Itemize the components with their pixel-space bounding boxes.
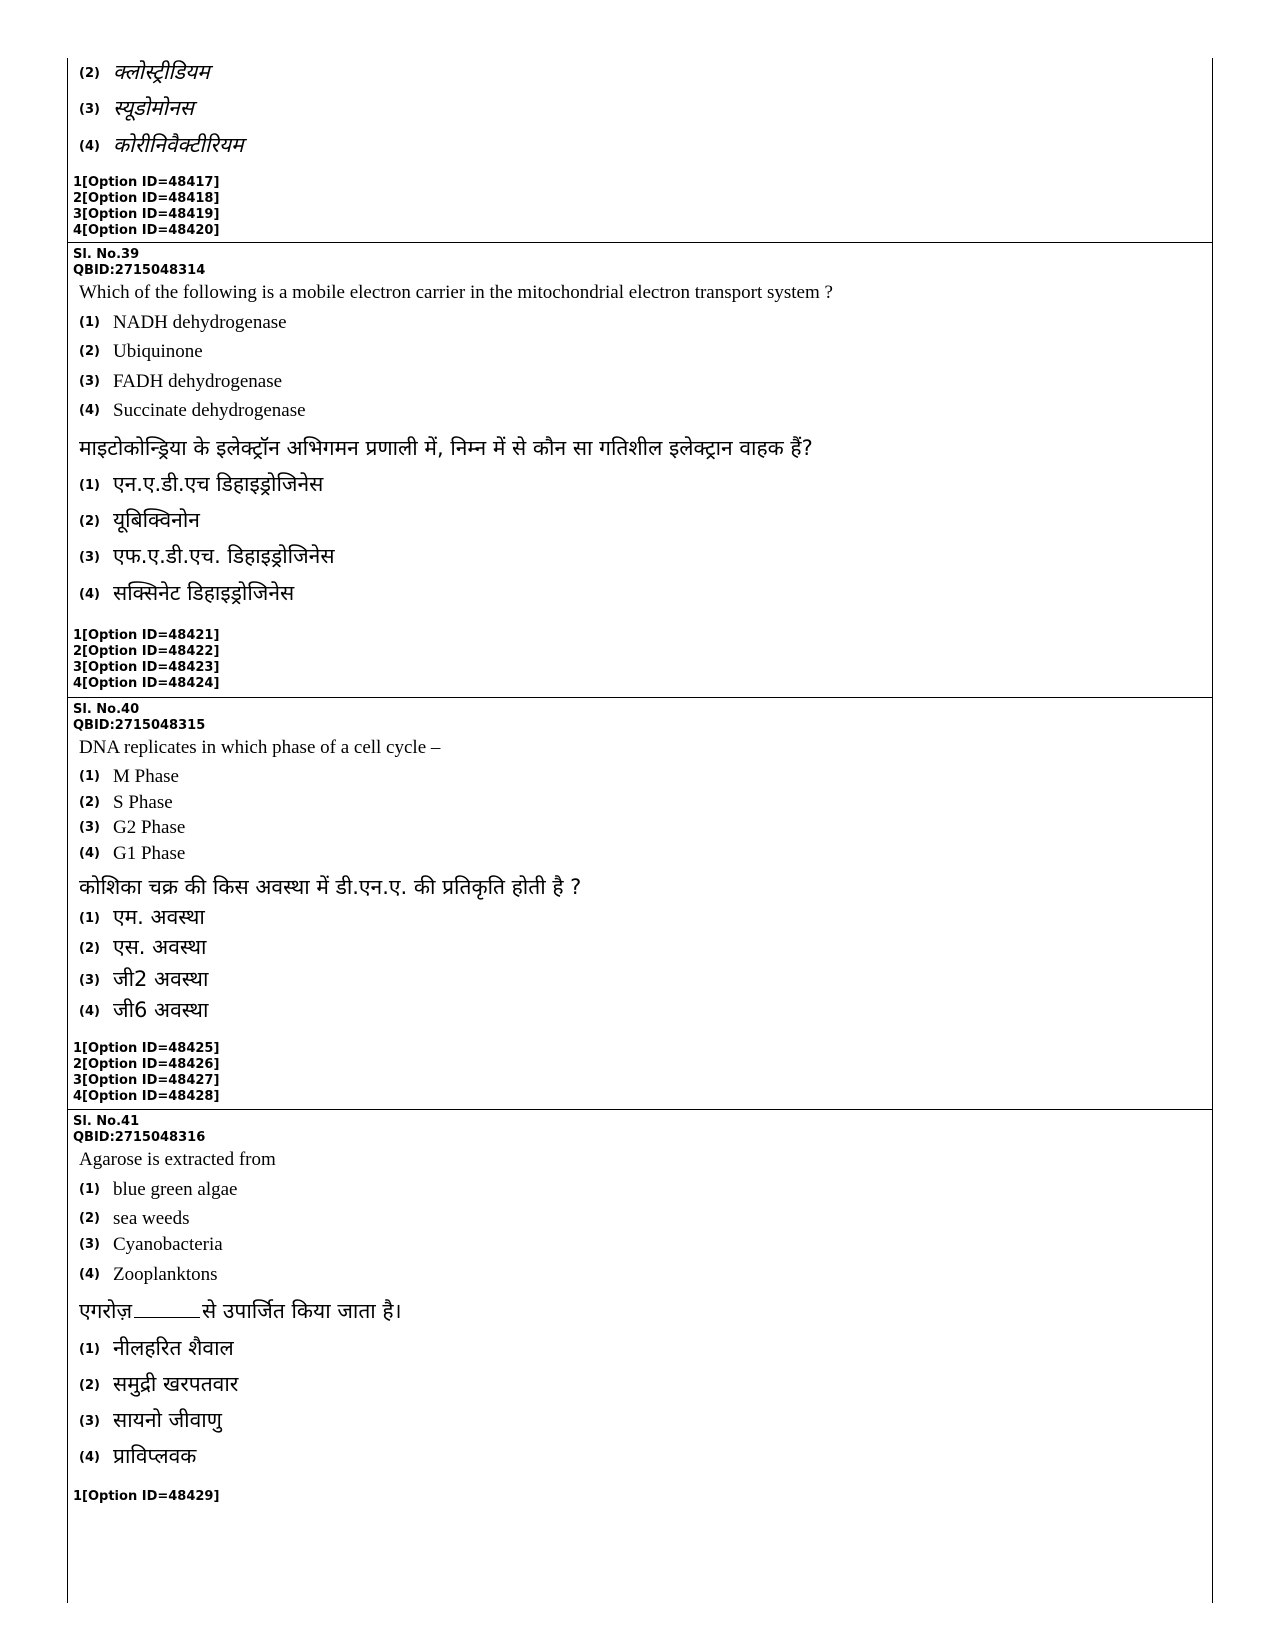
option-en (79, 400, 306, 422)
option-number: (4) (79, 1267, 100, 1282)
question-text-en: Which of the following is a mobile electron carrier in the mitochondrial electron transport system ? (79, 282, 833, 303)
option-hi (79, 94, 194, 122)
option-hi (79, 579, 294, 607)
option-hi (79, 542, 335, 570)
option-en (79, 766, 179, 788)
option-en (79, 792, 173, 814)
option-hi (79, 470, 323, 498)
option-number: (4) (79, 1450, 100, 1465)
option-number: (1) (79, 769, 100, 784)
option-number: (4) (79, 1004, 100, 1019)
option-text: G1 Phase (113, 843, 186, 864)
option-text: S Phase (113, 792, 173, 813)
option-text: Cyanobacteria (113, 1234, 223, 1255)
option-text: स्यूडोमोनस (113, 96, 194, 120)
option-number: (3) (79, 1237, 100, 1252)
option-text: एस. अवस्था (113, 935, 207, 959)
option-number: (3) (79, 1414, 100, 1429)
option-number: (1) (79, 478, 100, 493)
option-id-list (73, 1489, 219, 1505)
option-text: Succinate dehydrogenase (113, 400, 306, 421)
option-id: 4[Option ID=48424] (73, 676, 220, 691)
option-text: एन.ए.डी.एच डिहाइड्रोजिनेस (113, 472, 324, 496)
option-text: Zooplanktons (113, 1264, 218, 1285)
option-text: blue green algae (113, 1179, 238, 1200)
option-id: 4[Option ID=48428] (73, 1089, 220, 1104)
option-text: सक्सिनेट डिहाइड्रोजिनेस (113, 581, 295, 605)
question-paper-frame (67, 58, 1213, 1603)
option-hi (79, 965, 208, 993)
option-text: प्राविप्लवक (113, 1444, 197, 1468)
option-id: 3[Option ID=48419] (73, 207, 220, 222)
option-text: जी6 अवस्था (113, 998, 209, 1022)
option-en (79, 1208, 190, 1230)
option-number: (2) (79, 1378, 100, 1393)
option-id: 2[Option ID=48418] (73, 191, 220, 206)
option-id-list (73, 1041, 219, 1105)
option-number: (2) (79, 1211, 100, 1226)
option-text: यूबिक्विनोन (113, 508, 200, 532)
question-bank-id: QBID:2715048315 (73, 718, 206, 733)
option-text: समुद्री खरपतवार (113, 1372, 239, 1396)
option-en (79, 843, 185, 865)
option-number: (3) (79, 374, 100, 389)
option-en (79, 1234, 223, 1256)
option-hi (79, 1370, 238, 1398)
option-id-list (73, 628, 219, 692)
option-hi (79, 1334, 234, 1362)
option-number: (2) (79, 941, 100, 956)
question-text-hi-part: एगरोज़ (79, 1299, 133, 1323)
option-text: एफ.ए.डी.एच. डिहाइड्रोजिनेस (113, 544, 335, 568)
option-text: एम. अवस्था (113, 905, 205, 929)
option-number: (1) (79, 1342, 100, 1357)
option-text: M Phase (113, 766, 179, 787)
option-id-list (73, 175, 219, 239)
option-number: (4) (79, 139, 100, 154)
question-divider (68, 1109, 1212, 1110)
option-number: (3) (79, 102, 100, 117)
option-text: नीलहरित शैवाल (113, 1336, 234, 1360)
option-text: Ubiquinone (113, 341, 203, 362)
option-number: (3) (79, 973, 100, 988)
question-text-en: Agarose is extracted from (79, 1149, 276, 1170)
option-id: 2[Option ID=48422] (73, 644, 220, 659)
question-text-hi: माइटोकोन्ड्रिया के इलेक्ट्रॉन अभिगमन प्रणाली में, निम्न में से कौन सा गतिशील इलेक्ट्रान वाहक हैं? (79, 436, 813, 460)
option-id: 1[Option ID=48429] (73, 1489, 220, 1504)
option-en (79, 1264, 218, 1286)
option-number: (2) (79, 344, 100, 359)
serial-number: Sl. No.40 (73, 702, 140, 717)
option-number: (1) (79, 911, 100, 926)
option-id: 1[Option ID=48425] (73, 1041, 220, 1056)
option-en (79, 312, 287, 334)
option-text: क्लोस्ट्रीडियम (113, 60, 210, 84)
question-bank-id: QBID:2715048316 (73, 1130, 206, 1145)
option-hi (79, 506, 200, 534)
option-hi (79, 58, 210, 86)
option-en (79, 817, 185, 839)
question-text-en: DNA replicates in which phase of a cell cycle – (79, 737, 441, 758)
option-hi (79, 933, 207, 961)
question-text-hi (79, 1297, 402, 1325)
option-id: 3[Option ID=48427] (73, 1073, 220, 1088)
option-hi (79, 996, 208, 1024)
option-number: (4) (79, 587, 100, 602)
option-hi (79, 1406, 222, 1434)
option-text: सायनो जीवाणु (113, 1408, 222, 1432)
option-en (79, 1179, 237, 1201)
option-en (79, 371, 282, 393)
option-text: G2 Phase (113, 817, 186, 838)
option-number: (4) (79, 846, 100, 861)
option-hi (79, 1442, 196, 1470)
option-text: जी2 अवस्था (113, 967, 209, 991)
option-number: (2) (79, 514, 100, 529)
option-hi (79, 903, 205, 931)
fill-in-blank (134, 1316, 200, 1318)
option-number: (2) (79, 66, 100, 81)
option-id: 1[Option ID=48421] (73, 628, 220, 643)
serial-number: Sl. No.41 (73, 1114, 140, 1129)
option-number: (3) (79, 820, 100, 835)
option-en (79, 341, 203, 363)
serial-number: Sl. No.39 (73, 247, 140, 262)
option-text: FADH dehydrogenase (113, 371, 283, 392)
option-number: (1) (79, 315, 100, 330)
option-number: (4) (79, 403, 100, 418)
option-number: (1) (79, 1182, 100, 1197)
question-text-hi-part: से उपार्जित किया जाता है। (202, 1299, 402, 1323)
option-id: 2[Option ID=48426] (73, 1057, 220, 1072)
option-number: (3) (79, 550, 100, 565)
question-bank-id: QBID:2715048314 (73, 263, 206, 278)
option-text: NADH dehydrogenase (113, 312, 287, 333)
option-hi (79, 131, 244, 159)
option-text: sea weeds (113, 1208, 190, 1229)
question-divider (68, 242, 1212, 243)
option-text: कोरीनिवैक्टीरियम (113, 133, 244, 157)
question-text-hi: कोशिका चक्र की किस अवस्था में डी.एन.ए. की प्रतिकृति होती है ? (79, 875, 582, 899)
option-id: 4[Option ID=48420] (73, 223, 220, 238)
option-number: (2) (79, 795, 100, 810)
option-id: 1[Option ID=48417] (73, 175, 220, 190)
option-id: 3[Option ID=48423] (73, 660, 220, 675)
question-divider (68, 697, 1212, 698)
